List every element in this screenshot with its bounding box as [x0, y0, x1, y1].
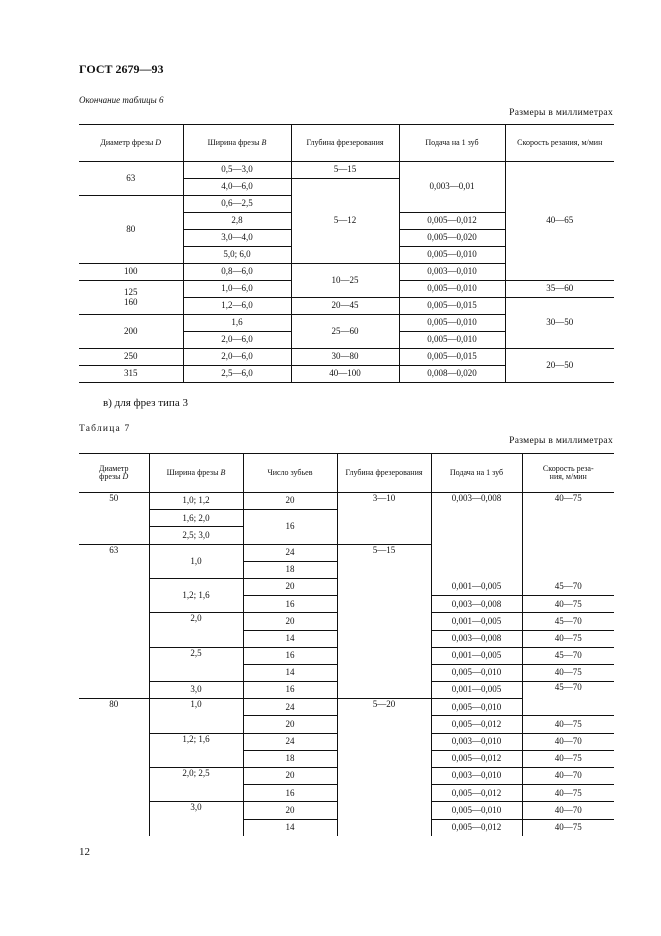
cell-z: 24	[243, 544, 337, 561]
cell-d: 160	[124, 296, 138, 307]
cell-speed: 40—75	[522, 785, 614, 802]
cell-d: 100	[79, 264, 183, 281]
cell-b: 2,0	[149, 613, 243, 647]
cell-speed: 45—70	[522, 613, 614, 630]
cell-speed: 40—75	[522, 819, 614, 836]
header-width: Ширина фрезы B	[149, 454, 243, 493]
cell-b: 5,0; 6,0	[183, 247, 291, 264]
cell-speed: 40—75	[522, 750, 614, 767]
subsection-heading: в) для фрез типа 3	[103, 397, 188, 409]
cell-feed: 0,003—0,008	[431, 630, 522, 647]
cell-feed: 0,003—0,01	[399, 162, 505, 213]
cell-depth: 5—20	[337, 699, 431, 836]
cell-z: 14	[243, 819, 337, 836]
cell-speed: 45—70	[522, 647, 614, 664]
cell-depth: 30—80	[291, 349, 399, 366]
cell-speed: 40—65	[505, 162, 614, 281]
cell-b: 1,2; 1,6	[149, 733, 243, 767]
cell-b: 1,2—6,0	[183, 298, 291, 315]
cell-speed: 40—70	[522, 768, 614, 785]
cell-speed: 40—75	[522, 716, 614, 733]
cell-z: 14	[243, 664, 337, 681]
table-header-row	[79, 125, 614, 162]
cell-feed: 0,001—0,005	[431, 682, 522, 699]
cell-b: 4,0—6,0	[183, 179, 291, 196]
cell-z: 16	[243, 647, 337, 664]
cell-speed: 40—75	[522, 493, 614, 579]
cell-b: 1,0	[149, 699, 243, 733]
table-6	[79, 124, 614, 383]
cell-feed: 0,005—0,010	[399, 247, 505, 264]
cell-z: 20	[243, 493, 337, 510]
cell-b: 2,0—6,0	[183, 332, 291, 349]
cell-z: 16	[243, 510, 337, 544]
cell-z: 16	[243, 682, 337, 699]
header-feed: Подача на 1 зуб	[399, 125, 505, 162]
cell-feed: 0,003—0,008	[431, 596, 522, 613]
header-depth: Глубина фрезерования	[291, 125, 399, 162]
cell-b: 1,0; 1,2	[149, 493, 243, 510]
cell-depth: 5—12	[291, 179, 399, 264]
cell-feed: 0,005—0,012	[431, 819, 522, 836]
cell-feed: 0,003—0,010	[431, 733, 522, 750]
cell-feed: 0,001—0,005	[431, 578, 522, 595]
cell-z: 14	[243, 630, 337, 647]
cell-b: 2,5—6,0	[183, 366, 291, 383]
cell-d: 50	[79, 493, 149, 545]
header-diameter: Диаметр фрезы D	[79, 454, 149, 493]
cell-feed: 0,005—0,010	[399, 281, 505, 298]
cell-feed: 0,003—0,008	[431, 493, 522, 579]
cell-d: 80	[109, 699, 119, 710]
cell-speed: 35—60	[505, 281, 614, 298]
cell-b: 0,6—2,5	[183, 196, 291, 213]
header-speed: Скорость резания, м/мин	[505, 125, 614, 162]
cell-feed: 0,005—0,015	[399, 298, 505, 315]
cell-feed: 0,005—0,012	[399, 213, 505, 230]
cell-b: 0,5—3,0	[183, 162, 291, 179]
header-feed: Подача на 1 зуб	[431, 454, 522, 493]
cell-z: 24	[243, 733, 337, 750]
cell-b: 2,8	[183, 213, 291, 230]
cell-speed: 30—50	[505, 298, 614, 349]
table-header-row	[79, 454, 614, 493]
cell-feed: 0,001—0,005	[431, 647, 522, 664]
cell-d: 250	[79, 349, 183, 366]
cell-z: 20	[243, 802, 337, 819]
cell-speed: 40—70	[522, 733, 614, 750]
cell-b: 2,5; 3,0	[149, 527, 243, 544]
cell-speed: 40—75	[522, 664, 614, 681]
cell-z: 18	[243, 561, 337, 578]
cell-feed: 0,005—0,010	[431, 699, 522, 716]
cell-z: 16	[243, 785, 337, 802]
cell-depth: 3—10	[337, 493, 431, 545]
cell-feed: 0,001—0,005	[431, 613, 522, 630]
cell-d: 200	[79, 315, 183, 349]
cell-z: 16	[243, 596, 337, 613]
table-row	[79, 162, 614, 179]
cell-speed: 40—70	[522, 802, 614, 819]
cell-feed: 0,005—0,012	[431, 750, 522, 767]
cell-z: 24	[243, 699, 337, 716]
cell-z: 20	[243, 716, 337, 733]
cell-depth: 10—25	[291, 264, 399, 298]
header-depth: Глубина фрезерования	[337, 454, 431, 493]
cell-b: 3,0—4,0	[183, 230, 291, 247]
cell-b: 1,2; 1,6	[149, 578, 243, 612]
cell-d: 63	[79, 162, 183, 196]
table7-units-note: Размеры в миллиметрах	[509, 436, 613, 446]
cell-z: 20	[243, 613, 337, 630]
cell-depth: 25—60	[291, 315, 399, 349]
cell-feed: 0,005—0,010	[431, 802, 522, 819]
page-number: 12	[79, 846, 90, 858]
document-header: ГОСТ 2679—93	[79, 62, 164, 76]
cell-feed: 0,005—0,020	[399, 230, 505, 247]
cell-depth: 5—15	[337, 544, 431, 699]
cell-feed: 0,005—0,012	[431, 716, 522, 733]
table6-continuation-label: Окончание таблицы 6	[79, 95, 164, 105]
cell-b: 1,6	[183, 315, 291, 332]
table-7	[79, 453, 614, 836]
cell-b: 2,0; 2,5	[149, 768, 243, 802]
cell-b: 3,0	[149, 802, 243, 836]
cell-b: 2,0—6,0	[183, 349, 291, 366]
cell-feed: 0,003—0,010	[431, 768, 522, 785]
table7-label: Таблица 7	[79, 424, 131, 434]
cell-feed: 0,005—0,010	[431, 664, 522, 681]
cell-b: 2,5	[149, 647, 243, 681]
cell-z: 20	[243, 768, 337, 785]
cell-feed: 0,005—0,012	[431, 785, 522, 802]
cell-d: 63	[79, 544, 149, 699]
cell-z: 18	[243, 750, 337, 767]
cell-feed: 0,005—0,010	[399, 332, 505, 349]
cell-b: 0,8—6,0	[183, 264, 291, 281]
header-speed: Скорость реза- ния, м/мин	[522, 454, 614, 493]
header-diameter: Диаметр фрезы D	[79, 125, 183, 162]
cell-depth: 20—45	[291, 298, 399, 315]
cell-speed: 45—70	[522, 682, 614, 716]
table6-units-note: Размеры в миллиметрах	[509, 108, 613, 118]
cell-speed: 40—75	[522, 596, 614, 613]
table-row	[79, 349, 614, 366]
cell-feed: 0,005—0,015	[399, 349, 505, 366]
cell-b: 1,6; 2,0	[149, 510, 243, 527]
cell-b: 1,0—6,0	[183, 281, 291, 298]
table-row	[79, 493, 614, 510]
cell-speed: 40—75	[522, 630, 614, 647]
cell-z: 20	[243, 578, 337, 595]
cell-speed: 45—70	[522, 578, 614, 595]
cell-d-pair	[79, 281, 183, 315]
cell-d: 315	[79, 366, 183, 383]
header-teeth: Число зубьев	[243, 454, 337, 493]
header-width: Ширина фрезы B	[183, 125, 291, 162]
cell-b: 1,0	[149, 544, 243, 578]
cell-d: 125	[124, 287, 138, 298]
cell-d: 80	[79, 196, 183, 264]
cell-depth: 40—100	[291, 366, 399, 383]
cell-speed: 20—50	[505, 349, 614, 383]
cell-feed: 0,003—0,010	[399, 264, 505, 281]
cell-b: 3,0	[149, 682, 243, 699]
cell-depth: 5—15	[291, 162, 399, 179]
cell-feed: 0,008—0,020	[399, 366, 505, 383]
cell-feed: 0,005—0,010	[399, 315, 505, 332]
